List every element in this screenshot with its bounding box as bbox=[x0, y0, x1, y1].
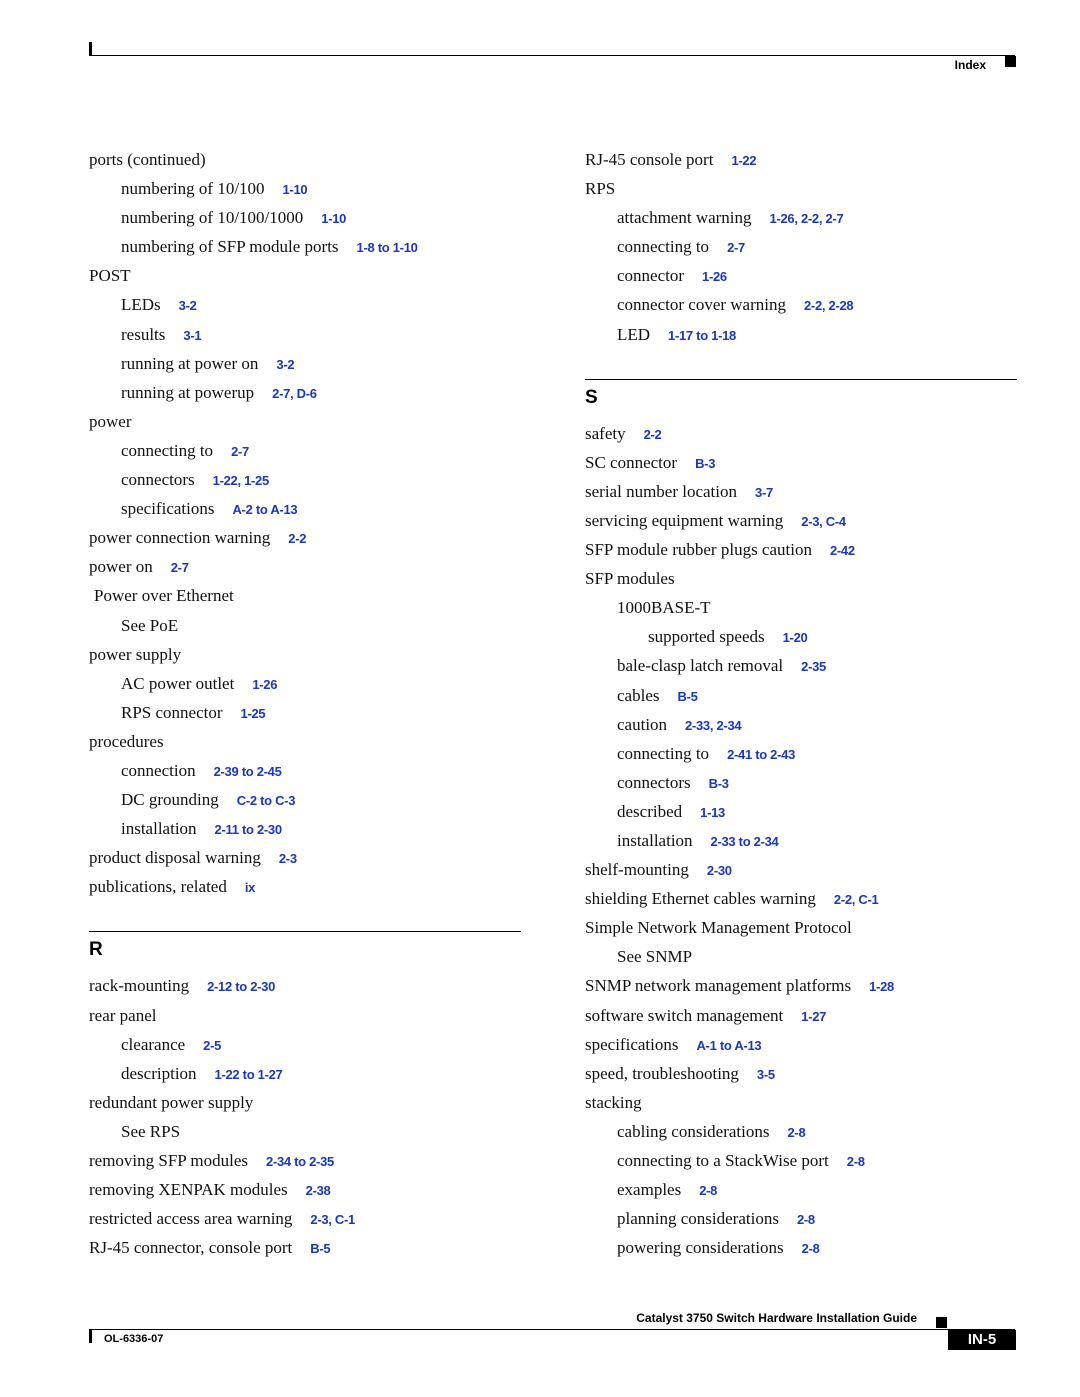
page-reference-link[interactable]: 2-8 bbox=[699, 1183, 718, 1199]
section-rule bbox=[89, 931, 521, 932]
index-entry-text: supported speeds bbox=[648, 627, 765, 647]
index-entry bbox=[89, 1064, 521, 1093]
index-entry-text: 1000BASE-T bbox=[617, 598, 711, 618]
index-entry-text: AC power outlet bbox=[121, 673, 235, 693]
index-entry-text: results bbox=[121, 324, 166, 344]
page-reference-link[interactable]: 2-33 to 2-34 bbox=[710, 833, 779, 849]
index-entry bbox=[89, 1209, 521, 1238]
index-entry-text: numbering of 10/100 bbox=[121, 179, 265, 199]
index-entry bbox=[89, 1006, 521, 1035]
index-entry-text: connector bbox=[617, 266, 685, 286]
index-entry-text: stacking bbox=[585, 1092, 642, 1112]
index-entry-text: examples bbox=[617, 1180, 682, 1200]
index-entry bbox=[89, 1238, 521, 1267]
index-entry bbox=[89, 674, 521, 703]
index-entry bbox=[585, 295, 1017, 324]
page-reference-link[interactable]: 1-13 bbox=[700, 804, 725, 820]
index-entry bbox=[585, 179, 1017, 208]
footer-guide-title: Catalyst 3750 Switch Hardware Installation Guide bbox=[636, 1311, 917, 1325]
page-reference-link[interactable]: ix bbox=[244, 880, 256, 896]
index-entry-text: SC connector bbox=[585, 452, 678, 472]
index-entry bbox=[585, 1006, 1017, 1035]
index-entry bbox=[585, 266, 1017, 295]
index-entry bbox=[89, 790, 521, 819]
page-reference-link[interactable]: 2-33, 2-34 bbox=[685, 717, 742, 733]
section-rule bbox=[585, 379, 1017, 380]
index-entry bbox=[89, 470, 521, 499]
index-entry bbox=[89, 848, 521, 877]
index-entry-text: product disposal warning bbox=[89, 848, 261, 868]
index-entry-text: LED bbox=[617, 324, 651, 344]
index-entry bbox=[585, 1151, 1017, 1180]
page-reference-link[interactable]: 1-10 bbox=[282, 182, 308, 198]
index-entry bbox=[585, 1209, 1017, 1238]
index-entry-text: removing XENPAK modules bbox=[89, 1180, 288, 1200]
index-entry bbox=[89, 1093, 521, 1122]
index-entry bbox=[89, 325, 521, 354]
index-entry-text: shielding Ethernet cables warning bbox=[585, 889, 816, 909]
index-entry-text: power on bbox=[89, 557, 153, 577]
page-reference-link[interactable]: 2-7 bbox=[170, 560, 189, 576]
index-entry-text: connectors bbox=[121, 470, 195, 490]
page-reference-link[interactable]: 2-35 bbox=[801, 659, 826, 675]
section-gap bbox=[585, 354, 1017, 379]
index-entry-text: connecting to a StackWise port bbox=[617, 1151, 829, 1170]
index-entry-text: powering considerations bbox=[617, 1238, 784, 1258]
page-reference-link[interactable]: 1-22 to 1-27 bbox=[214, 1066, 283, 1082]
index-entry bbox=[585, 325, 1017, 354]
index-entry bbox=[585, 1064, 1017, 1093]
index-entry bbox=[89, 645, 521, 674]
index-entry bbox=[585, 511, 1017, 540]
index-entry-text: restricted access area warning bbox=[89, 1209, 293, 1229]
footer-rule bbox=[89, 1329, 1015, 1330]
index-entry bbox=[585, 947, 1017, 976]
page-reference-link[interactable]: A-2 to A-13 bbox=[232, 502, 298, 518]
page-reference-link[interactable]: 2-8 bbox=[846, 1154, 865, 1169]
page-reference-link[interactable]: 2-3 bbox=[278, 851, 297, 867]
page-reference-link[interactable]: 2-3, C-1 bbox=[310, 1212, 355, 1228]
page-reference-link[interactable]: 2-7, D-6 bbox=[272, 385, 317, 401]
footer-marker bbox=[936, 1317, 947, 1328]
index-entry bbox=[585, 453, 1017, 482]
page-reference-link[interactable]: 2-42 bbox=[829, 543, 855, 559]
index-entry bbox=[585, 482, 1017, 511]
index-entry bbox=[89, 150, 521, 179]
page-reference-link[interactable]: 3-1 bbox=[183, 327, 202, 343]
index-column-left bbox=[89, 150, 521, 1267]
footer-crop-mark bbox=[89, 1329, 92, 1343]
index-entry-text: specifications bbox=[121, 499, 215, 519]
index-entry-text: LEDs bbox=[121, 295, 161, 315]
index-entry-text: caution bbox=[617, 714, 668, 734]
page-reference-link[interactable]: B-5 bbox=[310, 1241, 331, 1257]
index-entry-text: removing SFP modules bbox=[89, 1151, 248, 1170]
index-entry-text: RJ-45 connector, console port bbox=[89, 1238, 293, 1258]
index-entry bbox=[89, 237, 521, 266]
page-reference-link[interactable]: 3-5 bbox=[756, 1066, 775, 1082]
page-reference-link[interactable]: 2-30 bbox=[706, 863, 732, 879]
index-entry bbox=[89, 412, 521, 441]
page-reference-link[interactable]: 2-34 to 2-35 bbox=[266, 1154, 334, 1169]
index-entry-text: clearance bbox=[121, 1034, 186, 1054]
index-entry-text: planning considerations bbox=[617, 1209, 779, 1229]
index-entry bbox=[585, 656, 1017, 685]
index-entry bbox=[585, 627, 1017, 656]
index-column-right bbox=[585, 150, 1017, 1267]
index-entry-text: attachment warning bbox=[617, 208, 752, 228]
page-reference-link[interactable]: 2-11 to 2-30 bbox=[214, 822, 282, 838]
index-entry bbox=[89, 703, 521, 732]
index-entry bbox=[585, 1122, 1017, 1151]
index-entry-text: SNMP network management platforms bbox=[585, 976, 852, 996]
index-entry bbox=[585, 598, 1017, 627]
page-reference-link[interactable]: 1-26 bbox=[252, 676, 278, 692]
index-entry-text: shelf-mounting bbox=[585, 860, 689, 880]
index-entry-text: rack-mounting bbox=[89, 976, 190, 996]
index-entry bbox=[585, 208, 1017, 237]
page-reference-link[interactable]: 2-8 bbox=[796, 1212, 815, 1228]
page-reference-link[interactable]: 1-26 bbox=[702, 269, 727, 285]
index-entry-text: See RPS bbox=[121, 1121, 181, 1141]
index-entry-text: DC grounding bbox=[121, 790, 219, 810]
page-reference-link[interactable]: 3-2 bbox=[178, 298, 197, 314]
index-entry-text: Simple Network Management Protocol bbox=[585, 918, 852, 938]
index-entry bbox=[585, 424, 1017, 453]
index-entry-text: safety bbox=[585, 423, 626, 443]
index-entry-text: connectors bbox=[617, 772, 691, 792]
index-entry bbox=[585, 237, 1017, 266]
index-entry bbox=[89, 732, 521, 761]
index-entry-text: speed, troubleshooting bbox=[585, 1063, 739, 1083]
index-entry bbox=[585, 802, 1017, 831]
page-reference-link[interactable]: 2-38 bbox=[305, 1183, 331, 1199]
page-reference-link[interactable]: B-3 bbox=[708, 775, 729, 791]
page-reference-link[interactable]: 2-2, 2-28 bbox=[803, 298, 854, 314]
index-entry bbox=[585, 150, 1017, 179]
index-entry-text: installation bbox=[617, 830, 693, 850]
index-entry-text: running at powerup bbox=[121, 382, 255, 402]
index-entry-text: power connection warning bbox=[89, 528, 271, 548]
index-entry-text: bale-clasp latch removal bbox=[617, 656, 784, 676]
index-entry-text: Power over Ethernet bbox=[94, 586, 234, 606]
index-entry-text: software switch management bbox=[585, 1005, 784, 1025]
index-entry bbox=[89, 616, 521, 645]
index-entry bbox=[89, 383, 521, 412]
index-entry bbox=[585, 976, 1017, 1005]
index-entry-text: RPS connector bbox=[121, 702, 223, 722]
index-entry bbox=[89, 761, 521, 790]
index-entry bbox=[585, 686, 1017, 715]
index-entry-text: SFP module rubber plugs caution bbox=[585, 540, 812, 560]
index-entry-text: installation bbox=[121, 819, 197, 839]
index-entry bbox=[89, 976, 521, 1005]
page-reference-link[interactable]: 1-8 to 1-10 bbox=[356, 240, 418, 256]
page-reference-link[interactable]: B-5 bbox=[677, 688, 698, 704]
index-entry bbox=[585, 889, 1017, 918]
section-letter: R bbox=[89, 939, 103, 961]
index-entry bbox=[585, 831, 1017, 860]
index-entry bbox=[89, 877, 521, 906]
index-entry-text: connecting to bbox=[121, 440, 214, 460]
index-entry-text: description bbox=[121, 1063, 197, 1083]
page-reference-link[interactable]: B-3 bbox=[695, 455, 716, 471]
index-entry bbox=[89, 1035, 521, 1064]
index-entry bbox=[89, 354, 521, 383]
page-reference-link[interactable]: A-1 to A-13 bbox=[696, 1037, 762, 1053]
page-reference-link[interactable]: 1-22, 1-25 bbox=[212, 473, 269, 489]
index-entry-text: SFP modules bbox=[585, 569, 675, 589]
page-reference-link[interactable]: 3-7 bbox=[755, 484, 773, 500]
index-entry-text: See SNMP bbox=[617, 947, 693, 967]
index-entry-text: numbering of SFP module ports bbox=[121, 237, 339, 257]
index-entry bbox=[89, 441, 521, 470]
index-entry-text: running at power on bbox=[121, 353, 259, 373]
page-reference-link[interactable]: 1-22 bbox=[731, 153, 757, 168]
index-entry bbox=[89, 179, 521, 208]
index-entry-text: specifications bbox=[585, 1034, 679, 1054]
index-entry-text: procedures bbox=[89, 731, 164, 751]
page-reference-link[interactable]: 1-26, 2-2, 2-7 bbox=[769, 211, 844, 227]
index-entry-text: cabling considerations bbox=[617, 1121, 770, 1141]
index-entry-text: publications, related bbox=[89, 877, 227, 897]
index-entry-text: RJ-45 console port bbox=[585, 150, 714, 169]
index-entry bbox=[89, 266, 521, 295]
header-marker bbox=[1005, 56, 1016, 67]
index-entry bbox=[89, 557, 521, 586]
index-entry bbox=[585, 715, 1017, 744]
index-entry-text: described bbox=[617, 801, 683, 821]
index-entry bbox=[89, 819, 521, 848]
page-reference-link[interactable]: 2-3, C-4 bbox=[801, 513, 846, 529]
index-entry-text: connector cover warning bbox=[617, 295, 786, 315]
page-reference-link[interactable]: 2-39 to 2-45 bbox=[213, 763, 282, 779]
index-entry-text: power bbox=[89, 411, 132, 431]
index-entry bbox=[89, 208, 521, 237]
index-entry-text: rear panel bbox=[89, 1005, 157, 1025]
header-title: Index bbox=[954, 58, 986, 72]
page-reference-link[interactable]: 1-20 bbox=[782, 630, 808, 646]
index-entry bbox=[585, 918, 1017, 947]
footer-doc-number: OL-6336-07 bbox=[104, 1333, 164, 1345]
page-reference-link[interactable]: 2-41 to 2-43 bbox=[727, 746, 795, 762]
index-entry bbox=[89, 528, 521, 557]
index-entry-text: RPS bbox=[585, 179, 616, 199]
header-crop-mark bbox=[89, 42, 92, 56]
index-entry bbox=[585, 1035, 1017, 1064]
index-entry bbox=[89, 295, 521, 324]
page-reference-link[interactable]: 1-28 bbox=[869, 979, 894, 995]
index-entry-text: cables bbox=[617, 685, 660, 705]
index-entry-text: redundant power supply bbox=[89, 1092, 254, 1112]
index-entry bbox=[585, 540, 1017, 569]
page-reference-link[interactable]: 2-2 bbox=[288, 531, 307, 547]
index-entry bbox=[585, 1093, 1017, 1122]
index-entry-text: connecting to bbox=[617, 237, 710, 257]
page-reference-link[interactable]: 1-10 bbox=[321, 211, 347, 227]
section-gap bbox=[89, 906, 521, 931]
header-rule bbox=[89, 55, 1015, 56]
page-reference-link[interactable]: 2-8 bbox=[787, 1124, 806, 1140]
page-reference-link[interactable]: 1-25 bbox=[240, 705, 266, 721]
section-letter: S bbox=[585, 386, 598, 408]
index-entry bbox=[89, 1151, 521, 1180]
index-entry-text: See PoE bbox=[121, 615, 179, 635]
index-entry bbox=[585, 569, 1017, 598]
index-entry bbox=[89, 586, 521, 615]
index-entry-text: numbering of 10/100/1000 bbox=[121, 208, 304, 228]
page-reference-link[interactable]: 1-27 bbox=[801, 1008, 827, 1024]
index-entry-text: POST bbox=[89, 266, 131, 286]
page-reference-link[interactable]: 2-7 bbox=[231, 443, 249, 459]
index-entry bbox=[585, 1180, 1017, 1209]
page-reference-link[interactable]: 3-2 bbox=[276, 356, 295, 372]
index-entry bbox=[585, 1238, 1017, 1267]
page-reference-link[interactable]: 2-2 bbox=[643, 426, 662, 442]
page-number: IN-5 bbox=[948, 1330, 1016, 1350]
page-reference-link[interactable]: 2-2, C-1 bbox=[833, 892, 879, 908]
index-entry bbox=[585, 773, 1017, 802]
index-entry-text: power supply bbox=[89, 644, 182, 664]
page-reference-link[interactable]: 2-12 to 2-30 bbox=[207, 979, 276, 995]
page-reference-link[interactable]: 2-8 bbox=[801, 1241, 820, 1257]
index-entry-text: servicing equipment warning bbox=[585, 510, 784, 530]
index-entry-text: serial number location bbox=[585, 481, 738, 501]
index-entry bbox=[585, 744, 1017, 773]
index-entry bbox=[89, 499, 521, 528]
page-reference-link[interactable]: 1-17 to 1-18 bbox=[668, 327, 736, 343]
page-reference-link[interactable]: C-2 to C-3 bbox=[236, 793, 296, 809]
page-reference-link[interactable]: 2-5 bbox=[203, 1037, 222, 1053]
index-entry bbox=[89, 1122, 521, 1151]
index-entry-text: connecting to bbox=[617, 743, 710, 763]
index-entry-text: ports (continued) bbox=[89, 150, 206, 169]
index-entry bbox=[89, 1180, 521, 1209]
page-reference-link[interactable]: 2-7 bbox=[727, 240, 745, 256]
index-entry-text: connection bbox=[121, 760, 196, 780]
index-entry bbox=[585, 860, 1017, 889]
